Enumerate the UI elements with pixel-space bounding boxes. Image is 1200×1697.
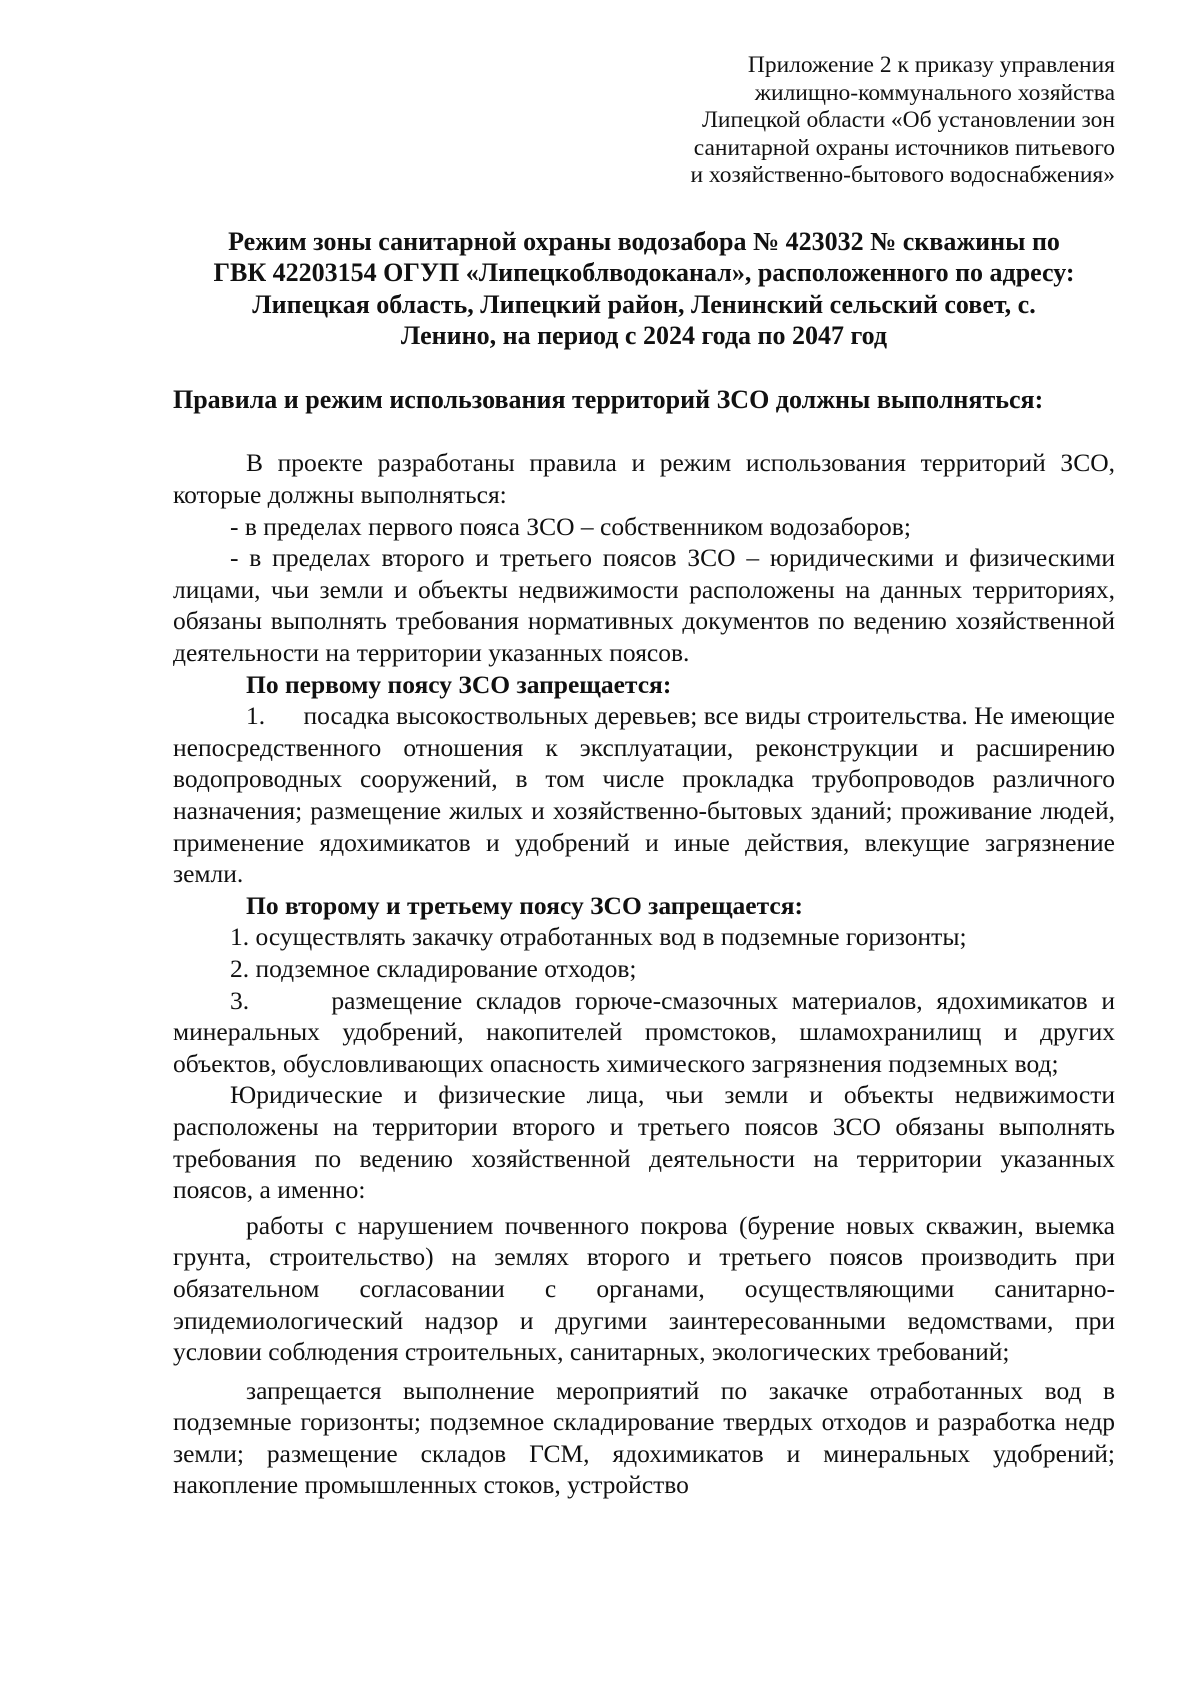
appendix-line: и хозяйственно-бытового водоснабжения» — [690, 162, 1115, 188]
soil-works-paragraph: работы с нарушением почвенного покрова (бурение новых скважин, выемка грунта, строительство) на землях второго и третьего поясов производить при обязательном согласовании с органами, осуществляющими санитарно-эпидемиологический надзор и другими заинтересованными ведомствами, при условии соблюдения строительных, санитарных, экологических требований; — [173, 1210, 1115, 1367]
first-belt-heading: По первому поясу ЗСО запрещается: — [246, 669, 672, 699]
legal-persons-paragraph: Юридические и физические лица, чьи земли и объекты недвижимости расположены на территории второго и третьего поясов ЗСО обязаны выполнять требования по ведению хозяйственной деятельности на территории указанных поясов, а именно: — [173, 1080, 1115, 1205]
appendix-line: Приложение 2 к приказу управления — [747, 52, 1115, 78]
title-line: Липецкая область, Липецкий район, Ленинский сельский совет, с. — [252, 289, 1036, 319]
document-page — [173, 52, 1122, 1501]
title-line: Режим зоны санитарной охраны водозабора № 423032 № скважины по — [228, 226, 1060, 256]
appendix-line: санитарной охраны источников питьевого — [693, 134, 1115, 161]
second-third-belts-paragraph: - в пределах второго и третьего поясов ЗСО – юридическими и физическими лицами, чьи земли и объекты недвижимости расположены на данных территориях, обязаны выполнять требования нормативных документов по ведению хозяйственной деятельности на территории указанных поясов. — [173, 543, 1115, 668]
first-belt-item-1: 1. посадка высокоствольных деревьев; все виды строительства. Не имеющие непосредственного отношения к эксплуатации, реконструкции и расширению водопроводных сооружений, в том числе прокладка трубопроводов различного назначения; размещение жилых и хозяйственно-бытовых зданий; проживание людей, применение ядохимикатов и удобрений и иные действия, влекущие загрязнение земли. — [173, 701, 1122, 889]
appendix-line: жилищно-коммунального хозяйства — [754, 79, 1115, 106]
rules-heading: Правила и режим использования территорий ЗСО должны выполняться: — [173, 384, 1044, 414]
prohibited-measures-paragraph: запрещается выполнение мероприятий по закачке отработанных вод в подземные горизонты; подземное складирование твердых отходов и разработка недр земли; размещение складов ГСМ, ядохимикатов и минеральных удобрений; накопление промышленных стоков, устройство — [173, 1375, 1115, 1500]
intro-paragraph: В проекте разработаны правила и режим использования территорий ЗСО, которые должны выполняться: — [173, 448, 1115, 510]
document-body — [173, 447, 1122, 1501]
second-belt-item-1: 1. осуществлять закачку отработанных вод в подземные горизонты; — [230, 922, 967, 952]
appendix-line: Липецкой области «Об установлении зон — [701, 107, 1115, 133]
second-belt-item-3: 3. размещение складов горюче-смазочных материалов, ядохимикатов и минеральных удобрений, накопителей промстоков, шламохранилищ и других объектов, обусловливающих опасность химического загрязнения подземных вод; — [173, 985, 1122, 1078]
title-line: Ленино, на период с 2024 года по 2047 год — [400, 321, 888, 351]
second-belt-heading: По второму и третьему поясу ЗСО запрещается: — [246, 890, 804, 920]
document-title — [173, 226, 1115, 352]
first-belt-owner-paragraph: - в пределах первого пояса ЗСО – собственником водозаборов; — [230, 511, 911, 541]
second-belt-item-2: 2. подземное складирование отходов; — [230, 953, 637, 983]
title-line: ГВК 42203154 ОГУП «Липецкоблводоканал», расположенного по адресу: — [213, 258, 1075, 288]
appendix-note — [593, 52, 1115, 190]
